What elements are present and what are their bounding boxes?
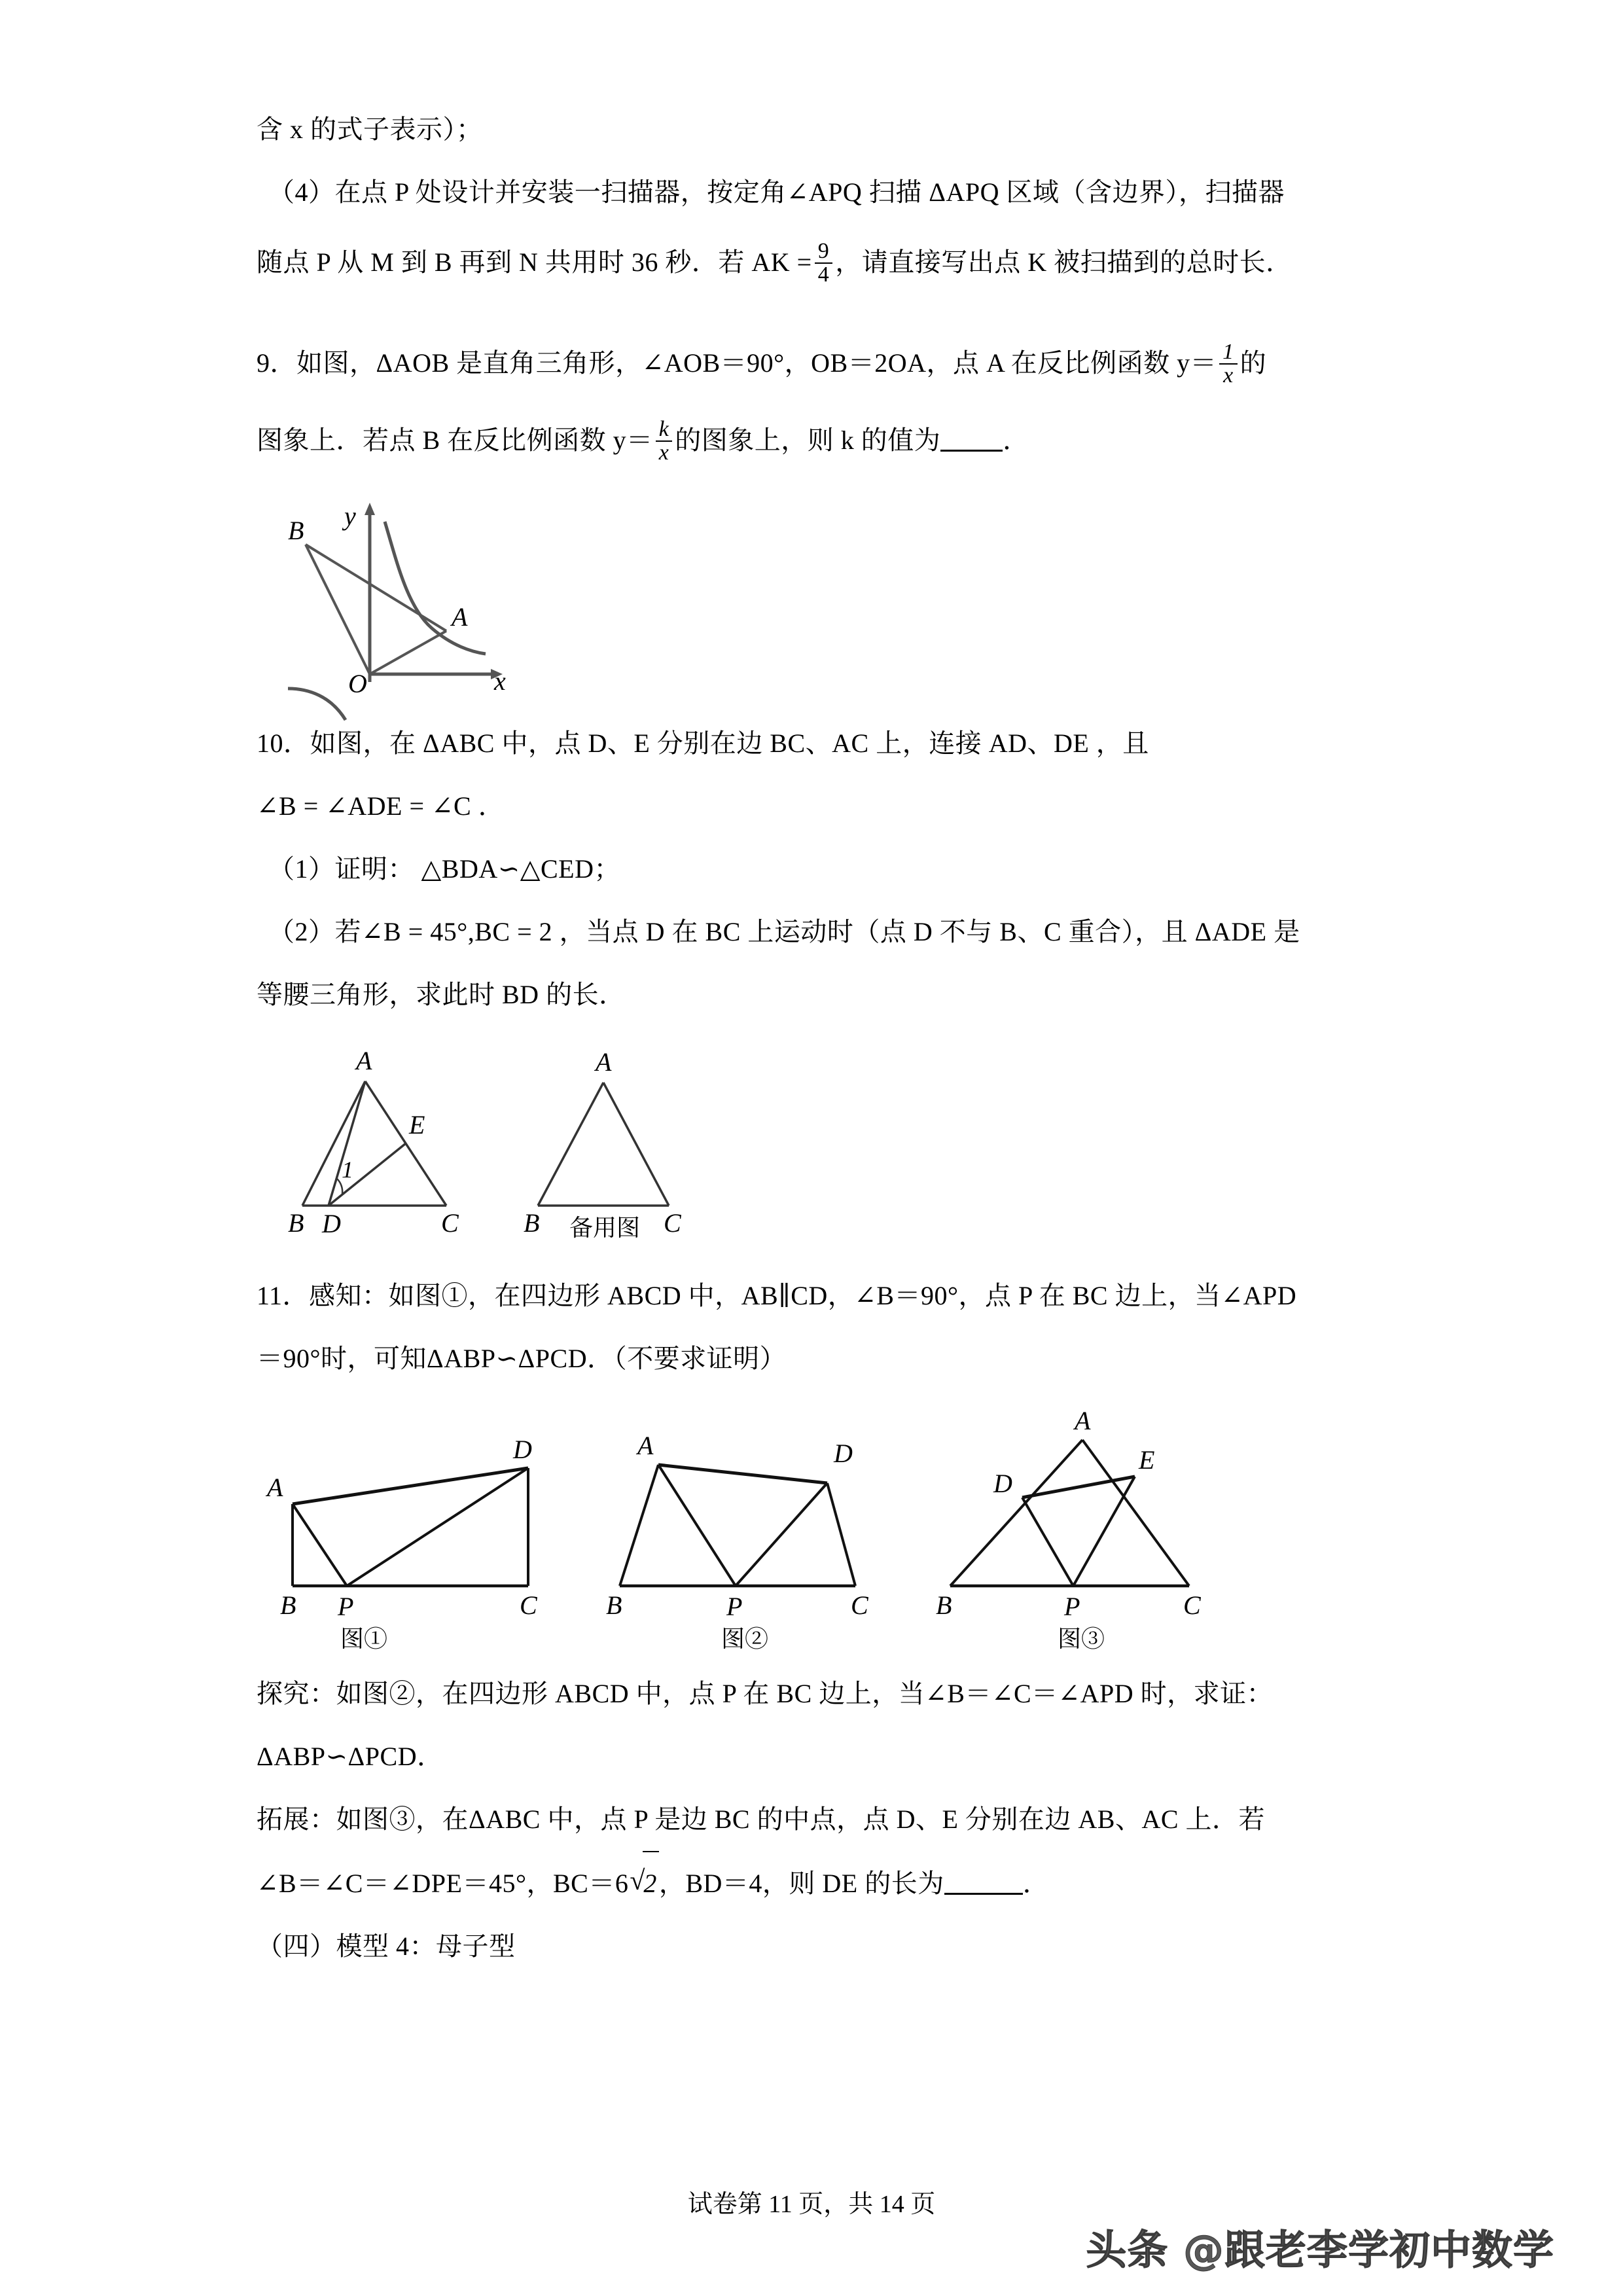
label-p: P xyxy=(726,1592,743,1621)
q11-line-5: 拓展：如图③，在ΔABC 中，点 P 是边 BC 的中点，点 D、E 分别在边 AB、AC 上．若 xyxy=(257,1804,1266,1834)
segment-ba xyxy=(620,1465,658,1586)
q11-figures xyxy=(263,1399,1219,1655)
figure-1-caption: 图① xyxy=(340,1626,388,1652)
q11-line-1: 11．感知：如图①，在四边形 ABCD 中，AB∥CD，∠B＝90°，点 P 在 BC 边上，当∠APD xyxy=(257,1281,1297,1310)
fraction-denominator: x xyxy=(1219,363,1238,387)
fraction-denominator: x xyxy=(656,440,673,465)
label-b: B xyxy=(288,516,304,545)
label-d: D xyxy=(993,1469,1012,1498)
q8-line-3 xyxy=(257,224,1395,301)
label-b: B xyxy=(280,1590,296,1620)
label-d: D xyxy=(322,1209,341,1238)
q8-line-1: 含 x 的式子表示）； xyxy=(257,115,483,144)
q9-line-2-suffix: ． xyxy=(1003,425,1029,455)
q10-line-4: （2）若∠B = 45°,BC = 2 ，当点 D 在 BC 上运动时（点 D 不与 B、C 重合），且 ΔADE 是 xyxy=(268,917,1300,946)
label-c: C xyxy=(664,1208,681,1238)
q9-line-1-prefix: 9．如图，ΔAOB 是直角三角形，∠AOB＝90°，OB＝2OA，点 A 在反比例函数 y＝ xyxy=(257,348,1217,378)
spare-figure-caption: 备用图 xyxy=(569,1215,641,1241)
label-a: A xyxy=(452,602,468,632)
q9-line-1 xyxy=(257,325,1395,402)
segment-oa xyxy=(370,631,446,674)
q10-line-5: 等腰三角形，求此时 BD 的长． xyxy=(257,980,626,1009)
figure-2-caption: 图② xyxy=(721,1626,769,1652)
segment-dp xyxy=(1022,1498,1073,1586)
fraction-numerator: k xyxy=(658,416,669,441)
segment-ad xyxy=(293,1468,528,1504)
segment-pe xyxy=(1073,1477,1135,1586)
spare-triangle-figure xyxy=(524,1047,682,1241)
label-angle-1: 1 xyxy=(342,1157,353,1183)
label-b: B xyxy=(936,1590,952,1620)
label-p: P xyxy=(338,1592,354,1621)
label-a: A xyxy=(596,1047,612,1077)
hyperbola-triangle-figure xyxy=(268,492,530,698)
fraction-numerator: 9 xyxy=(817,238,830,263)
q8-line-3-suffix: ，请直接写出点 K 被扫描到的总时长． xyxy=(835,247,1293,277)
answer-blank-de[interactable] xyxy=(944,1869,1023,1895)
label-x-axis: x xyxy=(494,666,506,696)
q11-line-6-mid: ，BD＝4，则 DE 的长为 xyxy=(658,1869,944,1898)
label-a: A xyxy=(356,1046,372,1075)
q11-line-6-suffix: ． xyxy=(1022,1869,1050,1898)
label-b: B xyxy=(606,1590,622,1620)
figure-3-caption: 图③ xyxy=(1058,1626,1105,1652)
q9-line-2 xyxy=(257,402,1395,479)
q10-figures-container xyxy=(276,1042,1395,1241)
label-c: C xyxy=(851,1590,868,1620)
watermark: 头条 @跟老李学初中数学 xyxy=(1086,2226,1554,2274)
label-e: E xyxy=(409,1110,425,1139)
q11-line-6 xyxy=(257,1851,1395,1915)
figure-3-triangle xyxy=(936,1406,1202,1652)
label-a: A xyxy=(1075,1406,1091,1435)
q11-line-3: 探究：如图②，在四边形 ABCD 中，点 P 在 BC 边上，当∠B＝∠C＝∠APD 时，求证： xyxy=(257,1679,1274,1708)
y-axis-arrow xyxy=(365,503,375,515)
segment-ac xyxy=(1082,1440,1189,1586)
q11-line-6-prefix: ∠B＝∠C＝∠DPE＝45°，BC＝6 xyxy=(257,1869,629,1898)
q10-line-3: （1）证明： △BDA∽△CED； xyxy=(268,854,620,884)
q9-figure-container xyxy=(268,492,1395,698)
q11-figures-container xyxy=(263,1399,1395,1655)
q9-line-2-prefix: 图象上．若点 B 在反比例函数 y＝ xyxy=(257,425,653,455)
segment-dc xyxy=(827,1483,855,1586)
fraction-nine-fourths xyxy=(815,240,833,287)
segment-pd xyxy=(347,1468,528,1586)
figure-1-trapezoid xyxy=(265,1435,538,1652)
segment-ab xyxy=(538,1083,603,1206)
segment-de xyxy=(329,1143,406,1206)
label-c: C xyxy=(520,1590,537,1620)
q11-line-4: ΔABP∽ΔPCD． xyxy=(257,1742,444,1771)
fraction-k-over-x xyxy=(656,418,673,465)
answer-blank-k[interactable] xyxy=(940,426,1003,452)
q9-line-2-mid: 的图象上，则 k 的值为 xyxy=(675,425,941,455)
sqrt-radicand: 2 xyxy=(643,1851,659,1915)
label-y-axis: y xyxy=(344,501,356,531)
segment-ac xyxy=(603,1083,669,1206)
fraction-denominator: 4 xyxy=(815,262,833,287)
label-p: P xyxy=(1064,1592,1080,1621)
q9-line-1-suffix: 的 xyxy=(1240,348,1267,378)
segment-ba xyxy=(950,1440,1082,1586)
section-heading-model-4: （四）模型 4：母子型 xyxy=(257,1931,516,1961)
q8-line-2: （4）在点 P 处设计并安装一扫描器，按定角∠APQ 扫描 ΔAPQ 区域（含边界），扫描器 xyxy=(268,177,1285,207)
label-d: D xyxy=(834,1439,853,1468)
label-d: D xyxy=(513,1435,532,1464)
sqrt-two xyxy=(630,1851,659,1915)
label-origin: O xyxy=(348,669,367,698)
q10-line-2: ∠B = ∠ADE = ∠C ． xyxy=(257,791,505,821)
segment-pd xyxy=(736,1483,827,1586)
page-content xyxy=(257,98,1395,1978)
segment-ap xyxy=(658,1465,736,1586)
q8-line-3-prefix: 随点 P 从 M 到 B 再到 N 共用时 36 秒．若 AK = xyxy=(257,247,812,277)
fraction-numerator: 1 xyxy=(1222,339,1234,364)
hyperbola-branch-positive xyxy=(385,522,486,654)
label-e: E xyxy=(1139,1445,1155,1475)
q11-line-2: ＝90°时，可知ΔABP∽ΔPCD．（不要求证明） xyxy=(257,1344,787,1373)
q10-figures xyxy=(276,1042,931,1241)
label-b: B xyxy=(524,1208,540,1238)
label-a: A xyxy=(267,1473,283,1502)
label-a: A xyxy=(637,1431,654,1460)
segment-ad xyxy=(658,1465,827,1483)
label-c: C xyxy=(1183,1590,1201,1620)
fraction-one-over-x xyxy=(1219,341,1238,387)
figure-2-quadrilateral xyxy=(606,1431,869,1652)
label-c: C xyxy=(441,1208,459,1238)
triangle-abc-with-d-e xyxy=(288,1046,459,1238)
q10-line-1: 10．如图，在 ΔABC 中，点 D、E 分别在边 BC、AC 上，连接 AD、DE ，且 xyxy=(257,728,1149,758)
segment-ap xyxy=(293,1504,347,1586)
label-b: B xyxy=(288,1208,304,1238)
page-footer: 试卷第 11 页，共 14 页 xyxy=(687,2191,936,2218)
